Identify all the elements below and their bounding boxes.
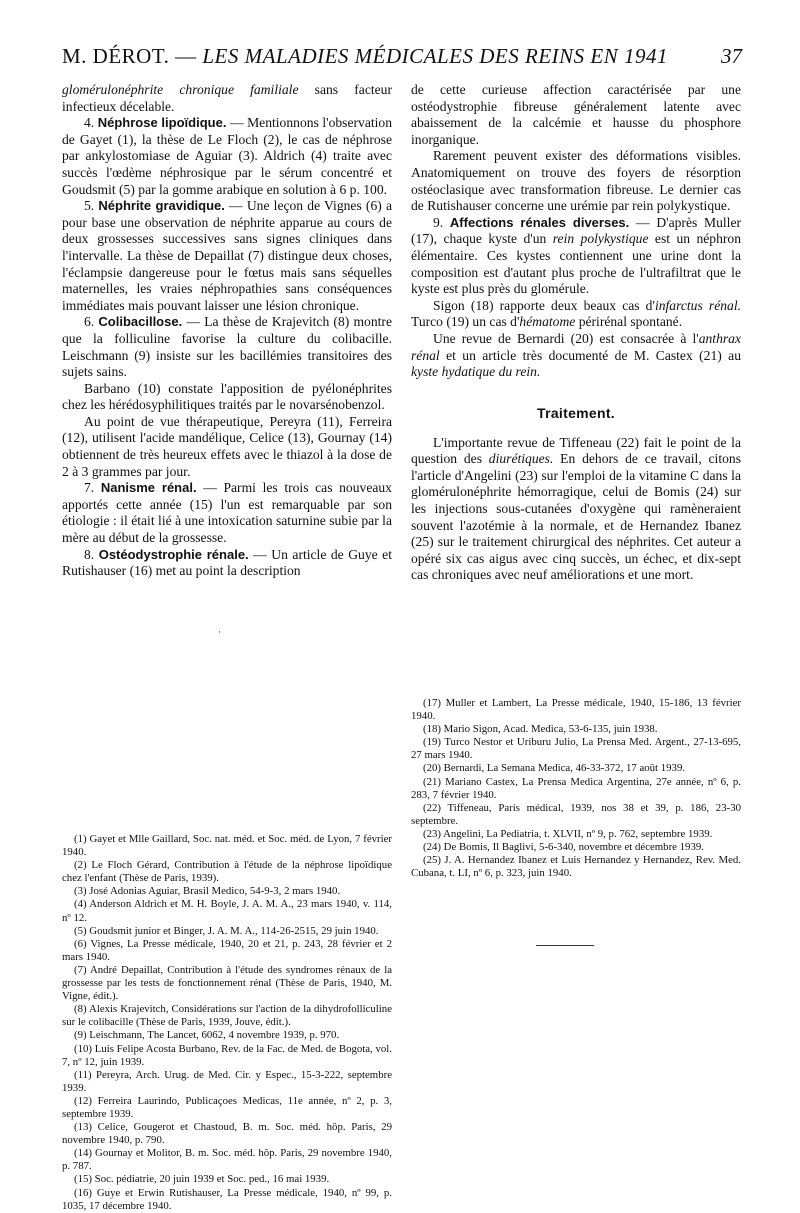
- section-title: Néphrose lipoïdique.: [97, 115, 227, 131]
- section-title: Nanisme rénal.: [100, 480, 197, 496]
- treatment-heading: Traitement.: [537, 404, 615, 421]
- footnote: (11) Pereyra, Arch. Urug. de Med. Cir. y Espec., 15-3-222, septembre 1939.: [62, 1068, 392, 1094]
- paragraph: [411, 331, 741, 381]
- footnote: (14) Gournay et Molitor, B. m. Soc. méd. hôp. Paris, 29 novembre 1940, p. 787.: [62, 1147, 392, 1173]
- treatment-paragraphs: [411, 435, 741, 584]
- running-header: [62, 44, 742, 78]
- text-run: 8.: [84, 546, 99, 562]
- text-run: 9.: [433, 214, 450, 230]
- footnote: (15) Soc. pédiatrie, 20 juin 1939 et Soc. ped., 16 mai 1939.: [74, 1173, 330, 1186]
- text-run: — Une leçon de Vignes (6) a pour base une observation de néphrite apparue au cours de deux grossesses successives sans signes cliniques dans l'intervalle. La thèse de Depaillat (7) distingue deux choses, l'éclampsie dangereuse pour le fœtus mais sans séquelles maternelles, les vraies néphropathies sans conséquences immédiates mais pouvant laisser une lésion chronique.: [62, 198, 392, 313]
- footnote: (6) Vignes, La Presse médicale, 1940, 20 et 21, p. 243, 28 février et 2 mars 1940.: [62, 937, 392, 963]
- text-run: 6.: [84, 314, 99, 330]
- italic-text: anthrax rénal: [411, 330, 741, 363]
- footnote: (10) Luis Felipe Acosta Burbano, Rev. de la Fac. de Med. de Bogota, vol. 7, nº 12, juin 1939.: [62, 1042, 392, 1068]
- footnote: (2) Le Floch Gérard, Contribution à l'étude de la néphrose lipoïdique chez l'enfant (Thèse de Paris, 1939).: [62, 859, 392, 885]
- footnote: (13) Celice, Gougerot et Chastoud, B. m. Soc. méd. hôp. Paris, 29 novembre 1940, p. 790.: [62, 1121, 392, 1147]
- paragraph: [62, 480, 392, 546]
- text-run: — La thèse de Krajevitch (8) montre que la folliculine favorise la culture du colibacille. Leischmann (9) insiste sur les bacillémies transitoires des sujets sains.: [62, 314, 392, 380]
- footnotes-left: [62, 833, 392, 1213]
- italic-text: diurétiques.: [488, 451, 554, 467]
- text-run: Rarement peuvent exister des déformations visibles. Anatomiquement on trouve des foyers de résorption ostéoclasique avec transformation fibreuse. Le dernier cas de Rutishauser concerne une urémie par rein polykystique.: [411, 148, 741, 214]
- footnote: (22) Tiffeneau, Paris médical, 1939, nos 38 et 39, p. 186, 23-30 septembre.: [411, 801, 741, 827]
- paragraph: [62, 381, 392, 414]
- italic-text: kyste hydatique du rein.: [411, 364, 541, 380]
- paragraph: [411, 148, 741, 214]
- stray-mark: ·: [218, 627, 221, 637]
- text-run: et un article très documenté de M. Castex (21) au: [439, 347, 741, 363]
- footnote: (23) Angelini, La Pediatria, t. XLVII, nº 9, p. 762, septembre 1939.: [423, 827, 713, 840]
- paragraph: [62, 82, 392, 115]
- paragraph: [411, 435, 741, 584]
- text-run: — Un article de Guye et Rutishauser (16) met au point la description: [62, 546, 392, 579]
- footnote: (20) Bernardi, La Semana Medica, 46-33-372, 17 août 1939.: [423, 762, 686, 775]
- text-run: 4.: [84, 115, 98, 131]
- text-run: — Parmi les trois cas nouveaux apportés cette année (15) l'un est remarquable par son étiologie : il était lié à une intoxication saturnine subie par la mère au début de la grossesse.: [62, 480, 392, 546]
- paragraph: [411, 298, 741, 331]
- section-title: Néphrite gravidique.: [98, 198, 225, 214]
- text-run: Au point de vue thérapeutique, Pereyra (11), Ferreira (12), utilisent l'acide mandélique, Celice (13), Gournay (14) obtiennent de très heureux effets avec le thiazol à la dose de 2 à 3 grammes par jour.: [62, 413, 392, 479]
- running-title: [62, 44, 668, 69]
- footnote: (7) André Depaillat, Contribution à l'étude des syndromes rénaux de la grossesse par les tests de fonctionnement rénal (Thèse de Paris, 1940, M. Vigne, édit.).: [62, 963, 392, 1003]
- text-run: Barbano (10) constate l'apposition de pyélonéphrites chez les hérédosyphilitiques traités par le novarsénobenzol.: [62, 380, 392, 413]
- text-run: Sigon (18) rapporte deux beaux cas d': [433, 297, 655, 313]
- text-run: — Mentionnons l'observation de Gayet (1), la thèse de Le Floch (2), le cas de néphrose par ankylostomiase de Aguiar (3). Aldrich (4) traite avec succès l'œdème néphrosique par le sérum concentré et Goudsmit (5) par la gomme arabique en solution à 6 p. 100.: [62, 115, 393, 197]
- text-run: En dehors de ce travail, citons l'article d'Angelini (23) sur l'emploi de la vitamine C dans la glomérulonéphrite hémorragique, celui de Bomis (24) sur les injections sous-cutanées d'oxygène qui ramèneraient souvent l'azotémie à la normale, et de Hernandez Ibanez (25) sur le traitement chirurgical des néphrites. Cet auteur a opéré six cas aigus avec cinq succès, un échec, et dix-sept cas chroniques avec neuf améliorations et une mort.: [411, 451, 741, 583]
- footnote: (3) José Adonias Aguiar, Brasil Medico, 54-9-3, 2 mars 1940.: [74, 885, 341, 898]
- header-title: LES MALADIES MÉDICALES DES REINS EN 1941: [202, 44, 668, 68]
- footnotes-right: [411, 697, 741, 880]
- paragraph: [62, 547, 392, 580]
- left-column: [62, 82, 392, 580]
- text-run: Turco (19) un cas d': [411, 314, 520, 330]
- paragraph: [62, 115, 392, 198]
- section-title: Ostéodystrophie rénale.: [98, 546, 249, 562]
- text-run: Une revue de Bernardi (20) est consacrée à l': [433, 330, 699, 346]
- footnote: (24) De Bomis, Il Baglivi, 5-6-340, novembre et décembre 1939.: [423, 841, 704, 854]
- italic-text: rein polykystique: [552, 231, 649, 247]
- footnote: (21) Mariano Castex, La Prensa Medica Argentina, 27e année, nº 6, p. 283, 7 février 1940.: [411, 775, 741, 801]
- section-title: Affections rénales diverses.: [449, 214, 630, 230]
- footnote: (16) Guye et Erwin Rutishauser, La Presse médicale, 1940, nº 99, p. 1035, 17 décembre 1940.: [62, 1186, 392, 1212]
- text-run: 5.: [84, 198, 99, 214]
- footnote: (25) J. A. Hernandez Ibanez et Luis Hernandez y Hernandez, Rev. Med. Cubana, t. LI, nº 6, p. 323, juin 1940.: [411, 854, 741, 880]
- paragraph: [62, 414, 392, 480]
- header-author: M. DÉROT.: [62, 44, 170, 68]
- paragraph: [62, 314, 392, 380]
- section-title: Colibacillose.: [98, 314, 183, 330]
- footnote: (8) Alexis Krajevitch, Considérations sur l'action de la dihydrofolliculine sur le colibacille (Thèse de Paris, 1939, Jouve, édit.).: [62, 1003, 392, 1029]
- text-run: L'importante revue de Tiffeneau (22) fait le point de la question des: [411, 434, 741, 467]
- end-rule: [536, 945, 594, 946]
- header-dash: —: [169, 44, 203, 68]
- footnote: (5) Goudsmit junior et Binger, J. A. M. A., 114-26-2515, 29 juin 1940.: [74, 924, 379, 937]
- right-column: [411, 82, 741, 584]
- paragraph: [411, 215, 741, 298]
- text-run: — D'après Muller (17), chaque kyste d'un: [411, 214, 741, 247]
- footnote: (18) Mario Sigon, Acad. Medica, 53-6-135, juin 1938.: [423, 723, 658, 736]
- right-column-paragraphs: [411, 82, 741, 381]
- footnote: (9) Leischmann, The Lancet, 6062, 4 novembre 1939, p. 970.: [74, 1029, 340, 1042]
- italic-text: infarctus rénal.: [654, 297, 741, 313]
- footnote: (17) Muller et Lambert, La Presse médicale, 1940, 15-186, 13 février 1940.: [411, 697, 741, 723]
- footnote: (12) Ferreira Laurindo, Publicaçoes Medicas, 11e année, nº 2, p. 3, septembre 1939.: [62, 1094, 392, 1120]
- paragraph: [62, 198, 392, 314]
- italic-text: hématome: [519, 314, 576, 330]
- page-number: 37: [721, 44, 742, 68]
- italic-text: glomérulonéphrite chronique familiale: [62, 82, 299, 97]
- text-run: sans facteur infectieux décelable.: [62, 82, 392, 114]
- text-run: de cette curieuse affection caractérisée par une ostéodystrophie fibreuse généralement latente avec abaissement de la calcémie et hausse du phosphore inorganique.: [411, 82, 741, 147]
- footnote: (1) Gayet et Mlle Gaillard, Soc. nat. méd. et Soc. méd. de Lyon, 7 février 1940.: [62, 833, 392, 859]
- footnote: (19) Turco Nestor et Uriburu Julio, La Prensa Med. Argent., 27-13-695, 27 mars 1940.: [411, 736, 741, 762]
- text-run: périrénal spontané.: [575, 314, 683, 330]
- paragraph: [411, 82, 741, 148]
- text-run: est un néphron élémentaire. Ces kystes contiennent une urine dont la composition est d'autant plus proche de l'ultrafiltrat que le kyste est plus près du glomérule.: [411, 231, 742, 297]
- footnote: (4) Anderson Aldrich et M. H. Boyle, J. A. M. A., 23 mars 1940, v. 114, nº 12.: [62, 898, 392, 924]
- text-run: 7.: [84, 480, 101, 496]
